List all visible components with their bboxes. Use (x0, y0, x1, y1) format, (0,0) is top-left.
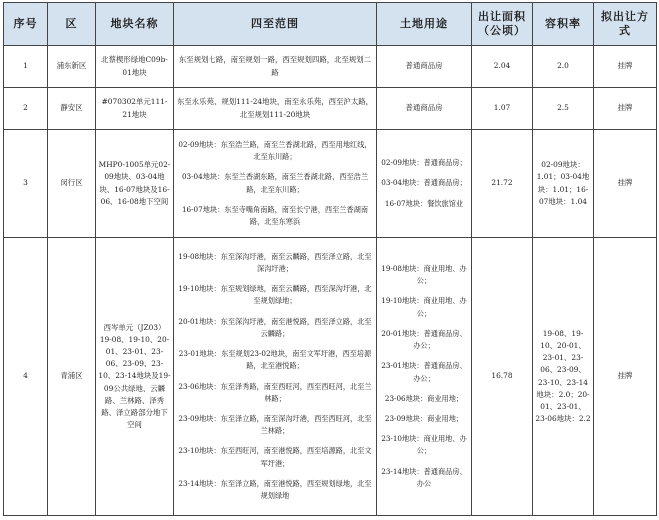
land-use-line: 02-09地块：普通商品房； (381, 158, 467, 168)
cell-land-use: 普通商品房 (377, 46, 472, 88)
cell-parcel-name: MHP0-1005单元02-09地块、03-04地块、16-07地块及16-06、16-08地下空间 (96, 130, 174, 238)
land-use-line: 23-09地块：商业用地； (384, 413, 464, 423)
header-boundaries: 四至范围 (174, 3, 377, 46)
land-use-line: 16-07地块：餐饮旅馆业 (384, 198, 464, 208)
cell-area: 1.07 (472, 88, 533, 130)
boundary-line: 16-07地块：东至寺嘴角南路，南至长宁港，西至兰香湖南路，北至东寒浜 (181, 204, 369, 226)
cell-method: 挂牌 (594, 46, 657, 88)
cell-area: 16.78 (472, 238, 533, 516)
land-use-line: 03-04地块：普通商品房； (381, 178, 467, 188)
cell-index: 2 (4, 88, 48, 130)
header-district: 区 (48, 3, 96, 46)
boundary-line: 23-14地块：东至泽立路，南至港悦路，西至规划绿地，北至规划绿地 (178, 478, 372, 500)
cell-far: 2.5 (533, 88, 594, 130)
boundary-line: 19-10地块：东至规划绿地，南至云麟路，西至深沟圩港，北至规划绿地； (178, 284, 372, 306)
cell-method: 挂牌 (594, 130, 657, 238)
cell-parcel-name: #070302单元111-21地块 (96, 88, 174, 130)
header-land-use: 土地用途 (377, 3, 472, 46)
cell-far: 19-08、19-10、20-01、23-01、23-06、23-09、23-10、23-14地块：2.0；20-01、23-01、23-06地块：2.2 (533, 238, 594, 516)
cell-index: 3 (4, 130, 48, 238)
header-parcel-name: 地块名称 (96, 3, 174, 46)
cell-parcel-name: 西岑单元（JZ03）19-08、19-10、20-01、23-01、23-06、23-09、23-10、23-14地块及19-09公共绿地、云麟路、兰林路、泽秀路、泽立路部分地下空间 (96, 238, 174, 516)
cell-land-use: 普通商品房 (377, 88, 472, 130)
boundary-line: 23-01地块：东至规划23-02地块，南至文军圩港，西至培源路，北至港悦路； (178, 349, 372, 371)
land-use-line: 19-08地块：商业用地、办公； (381, 264, 467, 286)
boundary-line: 03-04地块：东至兰香湖东路，南至兰香湖北路，西至浩兰路，北至东川路； (181, 172, 369, 194)
cell-parcel-name: 北蔡楔形绿地C09b-01地块 (96, 46, 174, 88)
boundary-line: 20-01地块：东至深沟圩港，南至港悦路，西至泽立路，北至云麟路； (178, 316, 372, 338)
header-far: 容积率 (533, 3, 594, 46)
boundary-line: 19-08地块：东至深沟圩港，南至云麟路，西至泽立路，北至深沟圩港； (178, 251, 372, 274)
cell-district: 浦东新区 (48, 46, 96, 88)
boundary-line: 23-09地块：东至泽立路，南至深沟圩港，西至西旺河，北至兰林路； (178, 413, 372, 436)
cell-area: 21.72 (472, 130, 533, 238)
header-index: 序号 (4, 3, 48, 46)
cell-boundaries (174, 130, 377, 238)
cell-method: 挂牌 (594, 88, 657, 130)
cell-far: 02-09地块：1.01；03-04地块：1.01；16-07地块：1.04 (533, 130, 594, 238)
cell-land-use (377, 130, 472, 238)
land-use-line: 23-01地块：普通商品房、办公； (381, 361, 467, 383)
header-row (4, 3, 657, 46)
boundary-line: 23-06地块：东至泽秀路，南至西旺河，西至西旺河，北至兰林路； (178, 381, 372, 403)
land-use-line: 23-14地块：普通商品房、办公 (381, 466, 467, 488)
cell-boundaries (174, 238, 377, 516)
cell-far: 2.0 (533, 46, 594, 88)
land-use-line: 23-06地块：商业用地； (384, 393, 464, 403)
land-use-line: 23-10地块：商业用地、办公； (381, 434, 467, 456)
cell-index: 1 (4, 46, 48, 88)
cell-district: 闵行区 (48, 130, 96, 238)
table-row (4, 46, 657, 88)
cell-district: 静安区 (48, 88, 96, 130)
boundary-line: 23-10地块：东至西旺河，南至港悦路，西至培源路，北至文军圩港； (178, 446, 372, 468)
land-parcel-table (3, 2, 657, 516)
cell-boundaries: 东至规划七路，南至规划一路，西至规划四路，北至规划二路 (174, 46, 377, 88)
land-use-line: 20-01地块：普通商品房、办公； (381, 328, 467, 351)
cell-land-use (377, 238, 472, 516)
table-row (4, 238, 657, 516)
cell-index: 4 (4, 238, 48, 516)
land-use-line: 19-10地块：商业用地、办公； (381, 296, 467, 318)
boundary-line: 02-09地块：东至浩兰路，南至兰香湖北路，西至用地红线，北至东川路； (178, 139, 372, 162)
cell-method: 挂牌 (594, 238, 657, 516)
table-row (4, 130, 657, 238)
cell-boundaries: 东至永乐苑、规划111-24地块，南至永乐苑，西至沪太路，北至规划111-20地块 (174, 88, 377, 130)
table-row (4, 88, 657, 130)
cell-district: 青浦区 (48, 238, 96, 516)
cell-area: 2.04 (472, 46, 533, 88)
header-method: 拟出让方式 (594, 3, 657, 46)
header-area: 出让面积（公顷） (472, 3, 533, 46)
